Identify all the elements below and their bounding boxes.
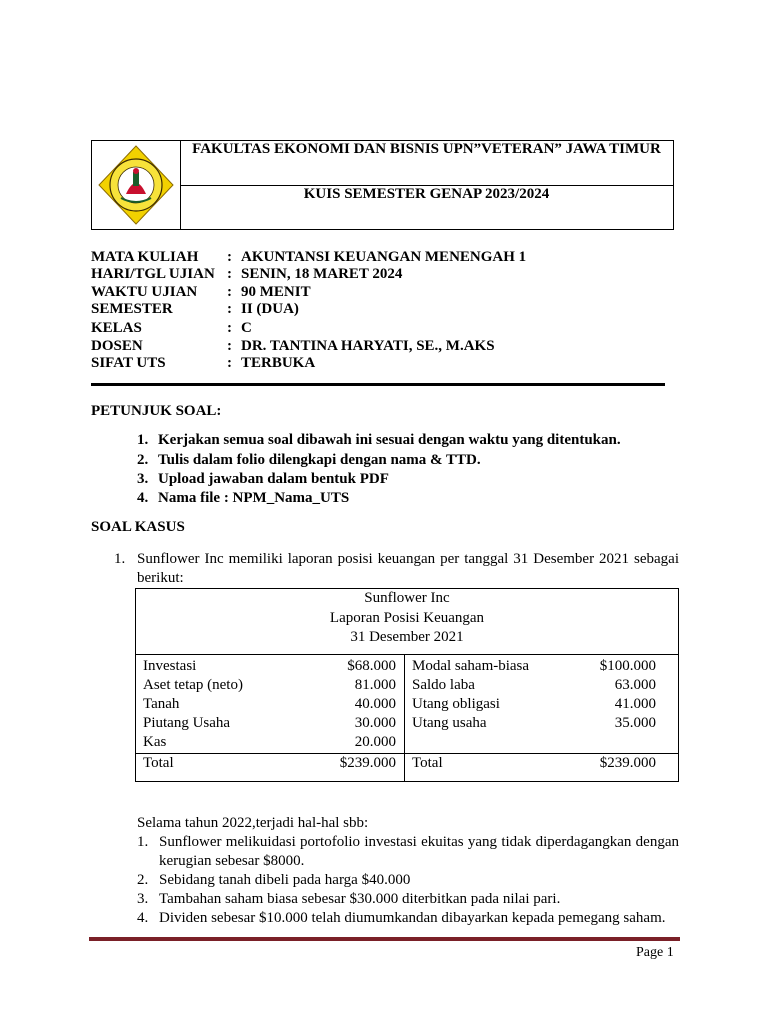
table-row-value: 63.000	[614, 677, 656, 693]
table-total-label: Total	[412, 755, 443, 771]
faculty-row	[180, 141, 673, 186]
table-row-value: $68.000	[347, 658, 396, 674]
instruction-text: Tulis dalam folio dilengkapi dengan nama & TTD.	[158, 452, 481, 468]
info-label: SEMESTER	[91, 301, 173, 317]
table-row-value: 41.000	[614, 696, 656, 712]
page-number: Page 1	[636, 945, 674, 960]
table-total-value: $239.000	[599, 755, 656, 771]
info-value: II (DUA)	[241, 301, 299, 317]
table-row-value: 20.000	[354, 734, 396, 750]
table-row-label: Investasi	[143, 658, 197, 674]
event-text: Sunflower melikuidasi portofolio investasi ekuitas yang tidak diperdagangkan dengan	[159, 834, 679, 850]
table-date: 31 Desember 2021	[350, 629, 464, 645]
table-row-label: Piutang Usaha	[143, 715, 231, 731]
table-row-value: 30.000	[354, 715, 396, 731]
table-row-value: 81.000	[354, 677, 396, 693]
faculty-title: FAKULTAS EKONOMI DAN BISNIS UPN”VETERAN” JAWA TIMUR	[192, 141, 661, 157]
question-line-1: Sunflower Inc memiliki laporan posisi keuangan per tanggal 31 Desember 2021 sebagai	[137, 551, 679, 567]
case-heading: SOAL KASUS	[91, 519, 185, 535]
info-label: SIFAT UTS	[91, 355, 166, 371]
table-row-label: Aset tetap (neto)	[143, 677, 243, 693]
info-separator: :	[227, 284, 232, 300]
section-divider	[91, 383, 665, 386]
instruction-text: Nama file : NPM_Nama_UTS	[158, 490, 350, 506]
table-row-value: 40.000	[354, 696, 396, 712]
event-text-continued: kerugian sebesar $8000.	[159, 853, 305, 869]
table-row-value: $100.000	[599, 658, 656, 674]
logo-cell	[92, 141, 181, 229]
info-value: DR. TANTINA HARYATI, SE., M.AKS	[241, 338, 495, 354]
info-separator: :	[227, 266, 232, 282]
event-number: 4.	[137, 910, 149, 926]
info-label: KELAS	[91, 320, 142, 336]
info-value: SENIN, 18 MARET 2024	[241, 266, 403, 282]
instruction-number: 3.	[137, 471, 149, 487]
table-statement: Laporan Posisi Keuangan	[329, 610, 485, 626]
instruction-text: Kerjakan semua soal dibawah ini sesuai dengan waktu yang ditentukan.	[158, 432, 621, 448]
info-value: TERBUKA	[241, 355, 316, 371]
event-number: 3.	[137, 891, 149, 907]
table-row-label: Utang obligasi	[412, 696, 500, 712]
exam-row	[180, 185, 673, 229]
info-separator: :	[227, 249, 232, 265]
balance-sheet-table	[135, 588, 679, 782]
info-separator: :	[227, 301, 232, 317]
event-number: 2.	[137, 872, 149, 888]
exam-title: KUIS SEMESTER GENAP 2023/2024	[303, 186, 550, 202]
question-line-2: berikut:	[137, 570, 184, 586]
table-row-label: Modal saham-biasa	[412, 658, 530, 674]
event-text: Sebidang tanah dibeli pada harga $40.000	[159, 872, 411, 888]
instruction-number: 2.	[137, 452, 149, 468]
info-separator: :	[227, 338, 232, 354]
info-label: DOSEN	[91, 338, 143, 354]
footer-rule	[89, 937, 680, 941]
table-row-label: Kas	[143, 734, 167, 750]
info-value: 90 MENIT	[241, 284, 311, 300]
table-row-label: Tanah	[143, 696, 180, 712]
info-value: AKUNTANSI KEUANGAN MENENGAH 1	[241, 249, 527, 265]
question-number: 1.	[114, 551, 126, 567]
events-intro: Selama tahun 2022,terjadi hal-hal sbb:	[137, 815, 369, 831]
table-total-value: $239.000	[339, 755, 396, 771]
table-row-label: Utang usaha	[412, 715, 487, 731]
info-label: MATA KULIAH	[91, 249, 199, 265]
event-text: Dividen sebesar $10.000 telah diumumkandan dibayarkan kepada pemegang saham.	[159, 910, 666, 926]
event-text: Tambahan saham biasa sebesar $30.000 diterbitkan pada nilai pari.	[159, 891, 561, 907]
university-logo-icon	[93, 142, 179, 228]
instruction-text: Upload jawaban dalam bentuk PDF	[158, 471, 389, 487]
table-row-label: Saldo laba	[412, 677, 475, 693]
info-separator: :	[227, 355, 232, 371]
table-row-value: 35.000	[614, 715, 656, 731]
info-value: C	[241, 320, 252, 336]
table-column-divider	[404, 654, 405, 781]
exam-header-box	[91, 140, 674, 230]
info-label: HARI/TGL UJIAN	[91, 266, 215, 282]
table-divider	[136, 654, 678, 655]
event-number: 1.	[137, 834, 149, 850]
info-label: WAKTU UJIAN	[91, 284, 198, 300]
instructions-heading: PETUNJUK SOAL:	[91, 403, 222, 419]
table-total-divider	[136, 753, 678, 754]
table-company: Sunflower Inc	[364, 590, 450, 606]
instruction-number: 4.	[137, 490, 149, 506]
table-total-label: Total	[143, 755, 174, 771]
instruction-number: 1.	[137, 432, 149, 448]
info-separator: :	[227, 320, 232, 336]
